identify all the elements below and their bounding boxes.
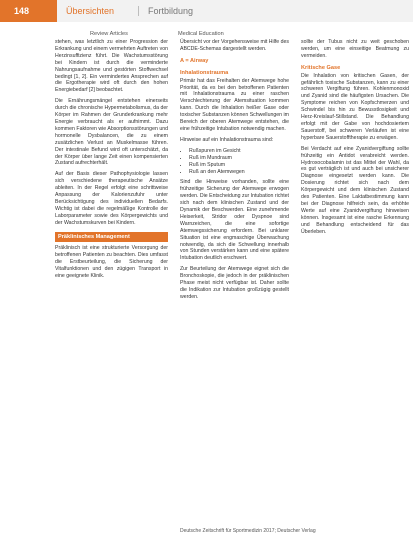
page-header — [0, 0, 413, 22]
text-column-2 — [180, 39, 289, 305]
text-column-1 — [55, 39, 168, 284]
paragraph: Auf der Basis dieser Pathophysiologie lassen sich verschiedene therapeutische Ansätze ableiten. In der Regel erfolgt eine schrittweise Anpassung der Kalorienzufuhr unter Berücksichtigung des individuellen Bedarfs. Wichtig ist dabei die regelmäßige Kontrolle der Laborparameter sowie des Körpergewichts und der Wachstumskurven bei Kindern. — [55, 171, 168, 226]
paragraph: Zur Beurteilung der Atemwege eignet sich die Bronchoskopie, die jedoch in der präklinischen Phase meist nicht verfügbar ist. Daher sollte die Indikation zur Intubation großzügig gestellt werden. — [180, 266, 289, 300]
subhead-medical-education: Medical Education — [178, 31, 224, 37]
paragraph: Die Inhalation von kritischen Gasen, der gefährlich toxische Substanzen, kann zu einer schweren Vergiftung führen. Kohlenmonoxid und Zyanid sind die häufigsten Ursachen. Die Symptome reichen von Kopfschmerzen und Schwindel bis hin zu Bewusstlosigkeit und Herz-Kreislauf-Stillstand. Die Behandlung erfolgt mit der Gabe von hochdosiertem Sauerstoff, bei schweren Verläufen ist eine hyperbare Sauerstofftherapie zu erwägen. — [301, 72, 409, 141]
paragraph: Übersicht vor der Vorgehensweise mit Hilfe des ABCDE-Schemas dargestellt werden. — [180, 39, 289, 52]
section-heading: Kritische Gase — [301, 64, 341, 71]
paragraph: Sind die Hinweise vorhanden, sollte eine frühzeitige Sicherung der Atemwege erwogen werden. Die Entscheidung zur Intubation richtet sich nach dem klinischen Zustand und der Dynamik der Beschwerden. Eine zunehmende Heiserkeit, Stridor oder Dyspnoe sind Warnzeichen, die eine sofortige Atemwegssicherung erfordern. Bei unklarer Situation ist eine engmaschige Überwachung notwendig, da sich die Schwellung innerhalb von Stunden verstärken kann und eine spätere Intubation deutlich erschwert. — [180, 179, 290, 262]
paragraph: stehen, was letztlich zu einer Progression der Erkrankung und einem vermehrten Auftreten von Herzinsuffizienz führt. Die Wachstumsstörung bei Kindern ist durch die verminderte Nahrungsaufnahme und gestörten Stoffwechsel bedingt [1, 2]. Ein vermindertes Ansprechen auf die Ergotherapie wird oft durch den hohen Energiebedarf [2] beobachtet. — [55, 39, 168, 94]
paragraph: Die Ernährungsmängel entstehen einerseits durch die chronische Hypermetabolismus, da der Körper im Rahmen der Grunderkrankung mehr Energie verbraucht als er aufnimmt. Dazu kommen Faktoren wie Absorptionsstörungen und hormonelle Dysbalancen, die zu einem zusätzlichen Verlust an Muskelmasse führen. Der intestinale Befund wird oft unterschätzt, da der Körper über lange Zeit einen kompensierten Zustand aufrechterhält. — [55, 98, 168, 167]
section-title: Übersichten — [66, 6, 115, 16]
list-item: • Ruß an den Atemwegen — [189, 169, 289, 176]
text-column-3 — [301, 39, 409, 239]
subhead-review-articles: Review Articles — [90, 31, 128, 37]
header-divider — [138, 6, 139, 16]
paragraph: Hinweise auf ein Inhalationstrauma sind: — [180, 136, 274, 143]
list-item: • Rußspuren im Gesicht — [189, 148, 289, 155]
section-heading: A = Airway — [180, 57, 209, 64]
bullet-list — [180, 148, 289, 176]
paragraph: Bei Verdacht auf eine Zyanidvergiftung sollte frühzeitig ein Antidot verabreicht werden. Hydroxocobalamin ist das Mittel der Wahl, da es gut verträglich ist und auch bei unsicherer Diagnose eingesetzt werden kann. Die Dosierung richtet sich nach dem Körpergewicht und dem klinischen Zustand des Patienten. Eine Laktatbestimmung kann bei der Diagnose hilfreich sein, da erhöhte Werte auf eine Zyanidvergiftung hinweisen können. Insgesamt ist eine rasche Erkennung und Behandlung entscheidend für das Überleben. — [301, 145, 409, 235]
list-item: • Ruß im Sputum — [189, 162, 289, 169]
subsection-heading: Inhalationstrauma — [180, 69, 229, 76]
list-item: • Ruß im Mundraum — [189, 155, 289, 162]
paragraph: sollte der Tubus nicht zu weit geschoben werden, um eine einseitige Beatmung zu vermeiden. — [301, 39, 409, 59]
paragraph: Präklinisch ist eine strukturierte Versorgung der betroffenen Patienten zu beachten. Dies umfasst die Erstbeurteilung, die Sicherung der Vitalfunktionen und den zügigen Transport in eine geeignete Klinik. — [55, 245, 168, 280]
page-number-tag — [0, 0, 57, 22]
section-heading-bar: Präklinisches Management — [55, 232, 168, 243]
page-number: 148 — [14, 6, 30, 16]
paragraph: Primär hat das Freihalten der Atemwege hohe Priorität, da es bei den betroffenen Patienten mit Inhalationstrauma zu einer raschen Verschlechterung der Atemsituation kommen kann. Durch die Inhalation heißer Gase oder toxischer Substanzen können Schwellungen im Bereich der oberen Atemwege entstehen, die eine frühzeitige Intubation notwendig machen. — [180, 77, 289, 132]
chapter-title: Fortbildung — [148, 6, 194, 16]
page-footer: Deutsche Zeitschrift für Sportmedizin 2017; Deutscher Verlag — [180, 528, 316, 534]
